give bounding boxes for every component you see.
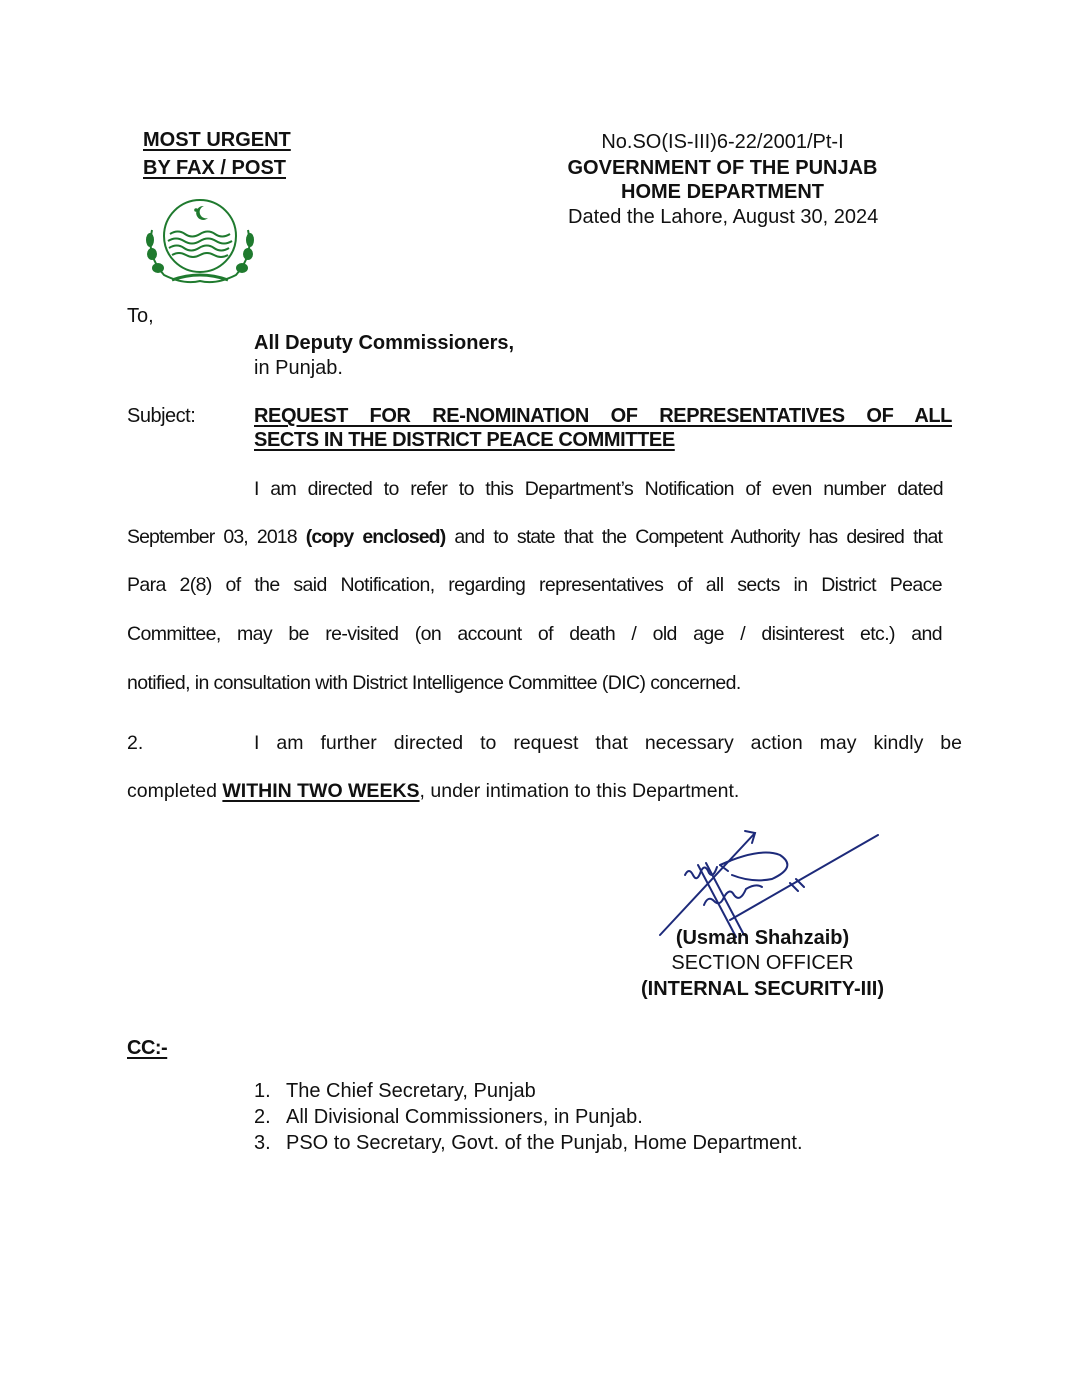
subject-line-2: SECTS IN THE DISTRICT PEACE COMMITTEE bbox=[254, 429, 675, 451]
cc-item bbox=[254, 1104, 803, 1130]
cc-item-text: All Divisional Commissioners, in Punjab. bbox=[286, 1106, 643, 1128]
addressee: All Deputy Commissioners, bbox=[254, 332, 515, 354]
punjab-emblem-icon bbox=[142, 190, 258, 290]
department-name: HOME DEPARTMENT bbox=[621, 181, 824, 203]
cc-item bbox=[254, 1130, 803, 1156]
cc-list bbox=[254, 1078, 803, 1156]
government-name: GOVERNMENT OF THE PUNJAB bbox=[567, 157, 878, 179]
signature-icon bbox=[640, 825, 890, 940]
signatory-wing: (INTERNAL SECURITY-III) bbox=[641, 978, 884, 1000]
signatory-designation: SECTION OFFICER bbox=[671, 952, 854, 974]
cc-item-number: 3. bbox=[254, 1132, 271, 1154]
reference-number: No.SO(IS-III)6-22/2001/Pt-I bbox=[601, 131, 844, 153]
cc-item-number: 1. bbox=[254, 1080, 271, 1102]
cc-item-text: The Chief Secretary, Punjab bbox=[286, 1080, 536, 1102]
para1-line-2-end: and to state that the Competent Authority has desired that bbox=[445, 526, 943, 548]
priority-label: MOST URGENT bbox=[143, 129, 291, 151]
copy-enclosed-note: (copy enclosed) bbox=[305, 526, 446, 548]
para1-line-5: notified, in consultation with District Intelligence Committee (DIC) concerned. bbox=[127, 672, 741, 694]
para1-line-4: Committee, may be re-visited (on account of death / old age / disinterest etc.) and bbox=[127, 623, 942, 645]
para1-line-2-start: September 03, 2018 bbox=[127, 526, 306, 548]
cc-item-number: 2. bbox=[254, 1106, 271, 1128]
para1-line-2 bbox=[127, 526, 942, 549]
subject-line-1: REQUEST FOR RE-NOMINATION OF REPRESENTATIVES OF ALL bbox=[254, 405, 952, 427]
subject-label: Subject: bbox=[127, 405, 196, 427]
deadline-emphasis: WITHIN TWO WEEKS bbox=[222, 780, 420, 802]
para1-line-1: I am directed to refer to this Department’s Notification of even number dated bbox=[254, 478, 943, 500]
cc-item bbox=[254, 1078, 803, 1104]
para2-line-2 bbox=[127, 780, 739, 803]
dated-line: Dated the Lahore, August 30, 2024 bbox=[568, 206, 879, 228]
delivery-label: BY FAX / POST bbox=[143, 157, 286, 179]
cc-label: CC:- bbox=[127, 1037, 168, 1059]
para2-number: 2. bbox=[127, 732, 144, 754]
para1-line-3: Para 2(8) of the said Notification, regarding representatives of all sects in District Peace bbox=[127, 574, 942, 596]
para2-line-2-end: , under intimation to this Department. bbox=[419, 780, 740, 802]
para2-line-1: I am further directed to request that necessary action may kindly be bbox=[254, 732, 962, 754]
addressee-location: in Punjab. bbox=[254, 357, 343, 379]
cc-item-text: PSO to Secretary, Govt. of the Punjab, Home Department. bbox=[286, 1132, 803, 1154]
signatory-name: (Usman Shahzaib) bbox=[675, 927, 850, 949]
to-label: To, bbox=[127, 305, 154, 327]
para2-line-2-start: completed bbox=[127, 780, 223, 802]
